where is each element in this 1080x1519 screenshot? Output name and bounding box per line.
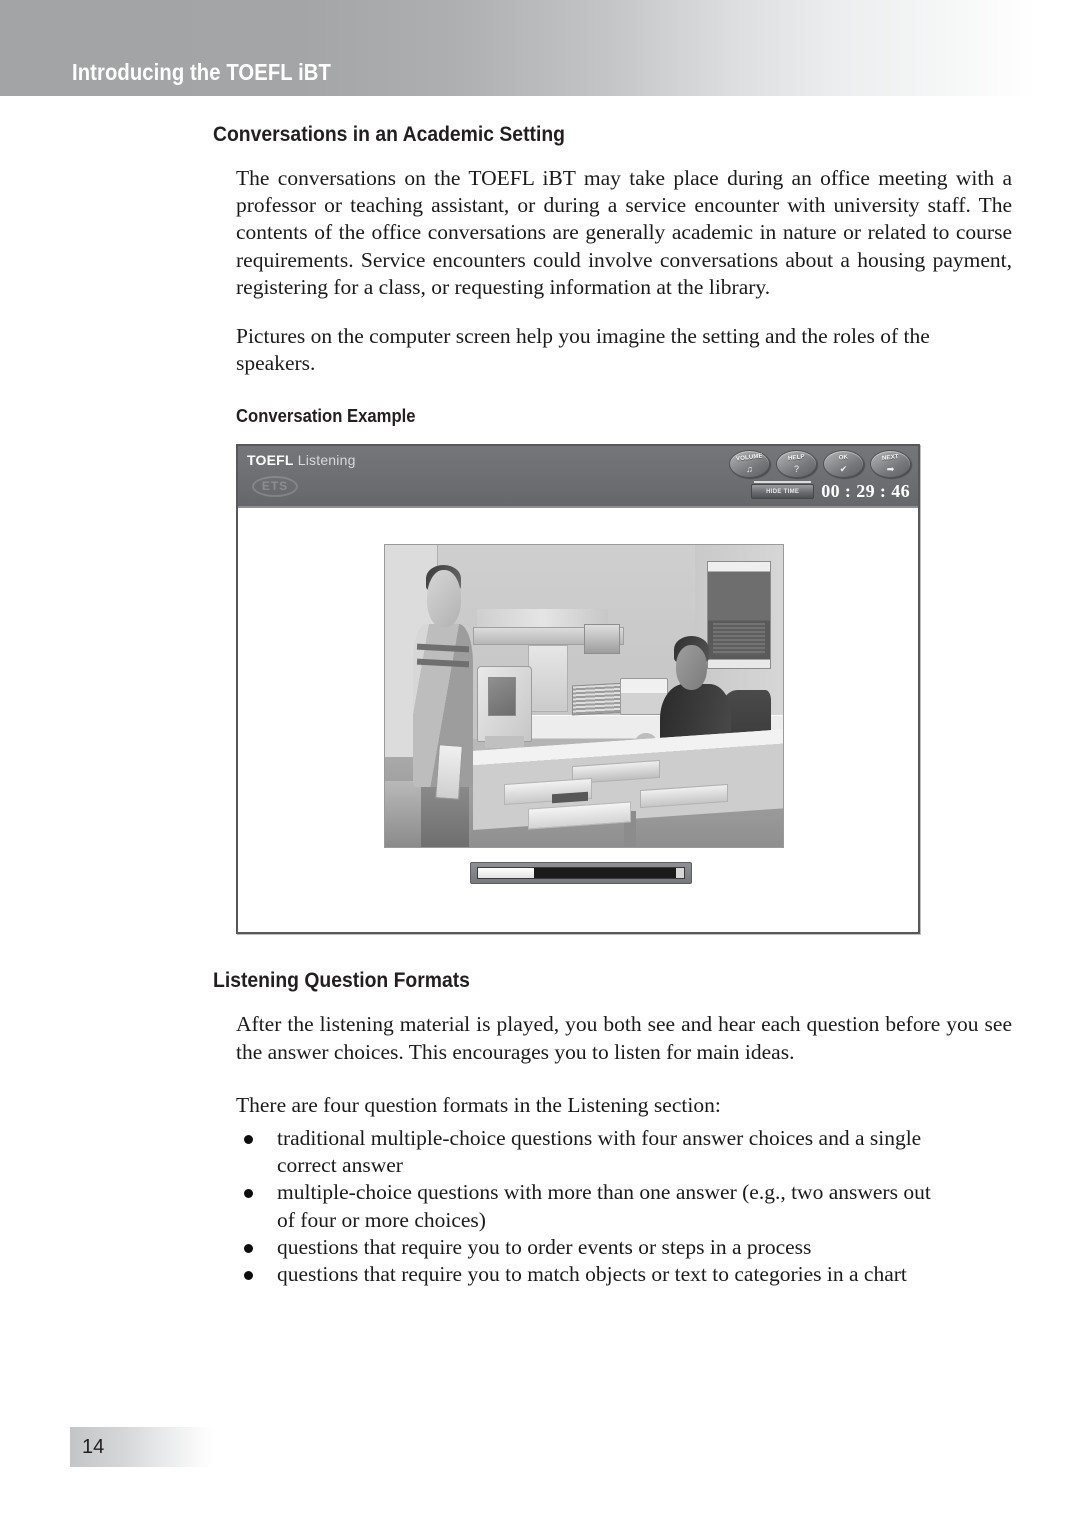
list-item [236,1125,936,1179]
ok-button[interactable] [823,450,864,478]
page-number: 14 [82,1436,105,1458]
subheading-conversation-example: Conversation Example [236,405,416,427]
section-heading-conversations: Conversations in an Academic Setting [213,122,565,146]
page-folio [70,1427,214,1467]
bullet-icon [244,1189,253,1198]
audio-progress-end-cap [676,868,684,878]
help-button[interactable] [776,450,817,478]
remaining-time-value: 00 : 29 : 46 [821,481,910,502]
list-item [236,1179,936,1233]
list-item-text: traditional multiple-choice questions with four answer choices and a single correct answer [277,1126,922,1178]
audio-progress-fill [478,868,534,878]
volume-button-label: VOLUME [735,453,764,464]
volume-icon: ♫ [746,464,753,475]
bullet-icon [244,1244,253,1253]
list-item-text: questions that require you to order events or steps in a process [277,1234,812,1259]
help-icon: ? [793,464,799,475]
screenshot-body [238,508,918,932]
help-button-label: HELP [787,454,806,463]
screenshot-toolbar [238,446,918,508]
screenshot-app-title [247,452,356,468]
list-item-text: multiple-choice questions with more than one answer (e.g., two answers out of four or more choices) [277,1180,931,1232]
page-content [0,122,1080,1288]
bullet-icon [244,1271,253,1280]
next-icon: ➡ [886,464,895,475]
volume-button[interactable] [729,450,770,478]
conversation-photo [384,544,784,848]
list-item [236,1234,936,1261]
next-button-label: NEXT [881,454,900,463]
ets-logo-icon: ETS [252,476,298,497]
running-head-title: Introducing the TOEFL iBT [72,59,331,85]
app-name-label: TOEFL [247,452,294,469]
timer-row [751,481,910,502]
section-heading-question-formats: Listening Question Formats [213,968,470,993]
wall-poster [707,561,771,670]
toefl-listening-screenshot [236,444,920,934]
bullet-icon [244,1135,253,1144]
section-name-label: Listening [297,452,356,469]
list-item-text: questions that require you to match objects or text to categories in a chart [277,1262,907,1287]
paragraph-conversations-2: Pictures on the computer screen help you imagine the setting and the roles of the speakers. [236,324,930,376]
audio-progress-bar[interactable] [470,862,692,884]
running-header [0,0,1080,96]
audio-progress-track [477,867,685,879]
screenshot-button-group [729,450,911,478]
paragraph-conversations-1: The conversations on the TOEFL iBT may take place during an office meeting with a professor or teaching assistant, or during a service encounter with university staff. The contents of the office conversations are generally academic in nature or related to course requirements. Service encounters could involve conversations about a housing payment, registering for a class, or requesting information at the library. [236,166,1012,299]
next-button[interactable] [870,450,911,478]
ok-button-label: OK [838,454,849,462]
paragraph-formats-2: There are four question formats in the Listening section: [236,1092,721,1117]
paragraph-formats-1: After the listening material is played, you both see and hear each question before you see the answer choices. This encourages you to listen for main ideas. [236,1012,1012,1064]
hide-time-button[interactable]: HIDE TIME [751,484,814,499]
list-item [236,1261,936,1288]
ok-icon: ✔ [839,464,848,475]
question-formats-list [236,1125,936,1288]
